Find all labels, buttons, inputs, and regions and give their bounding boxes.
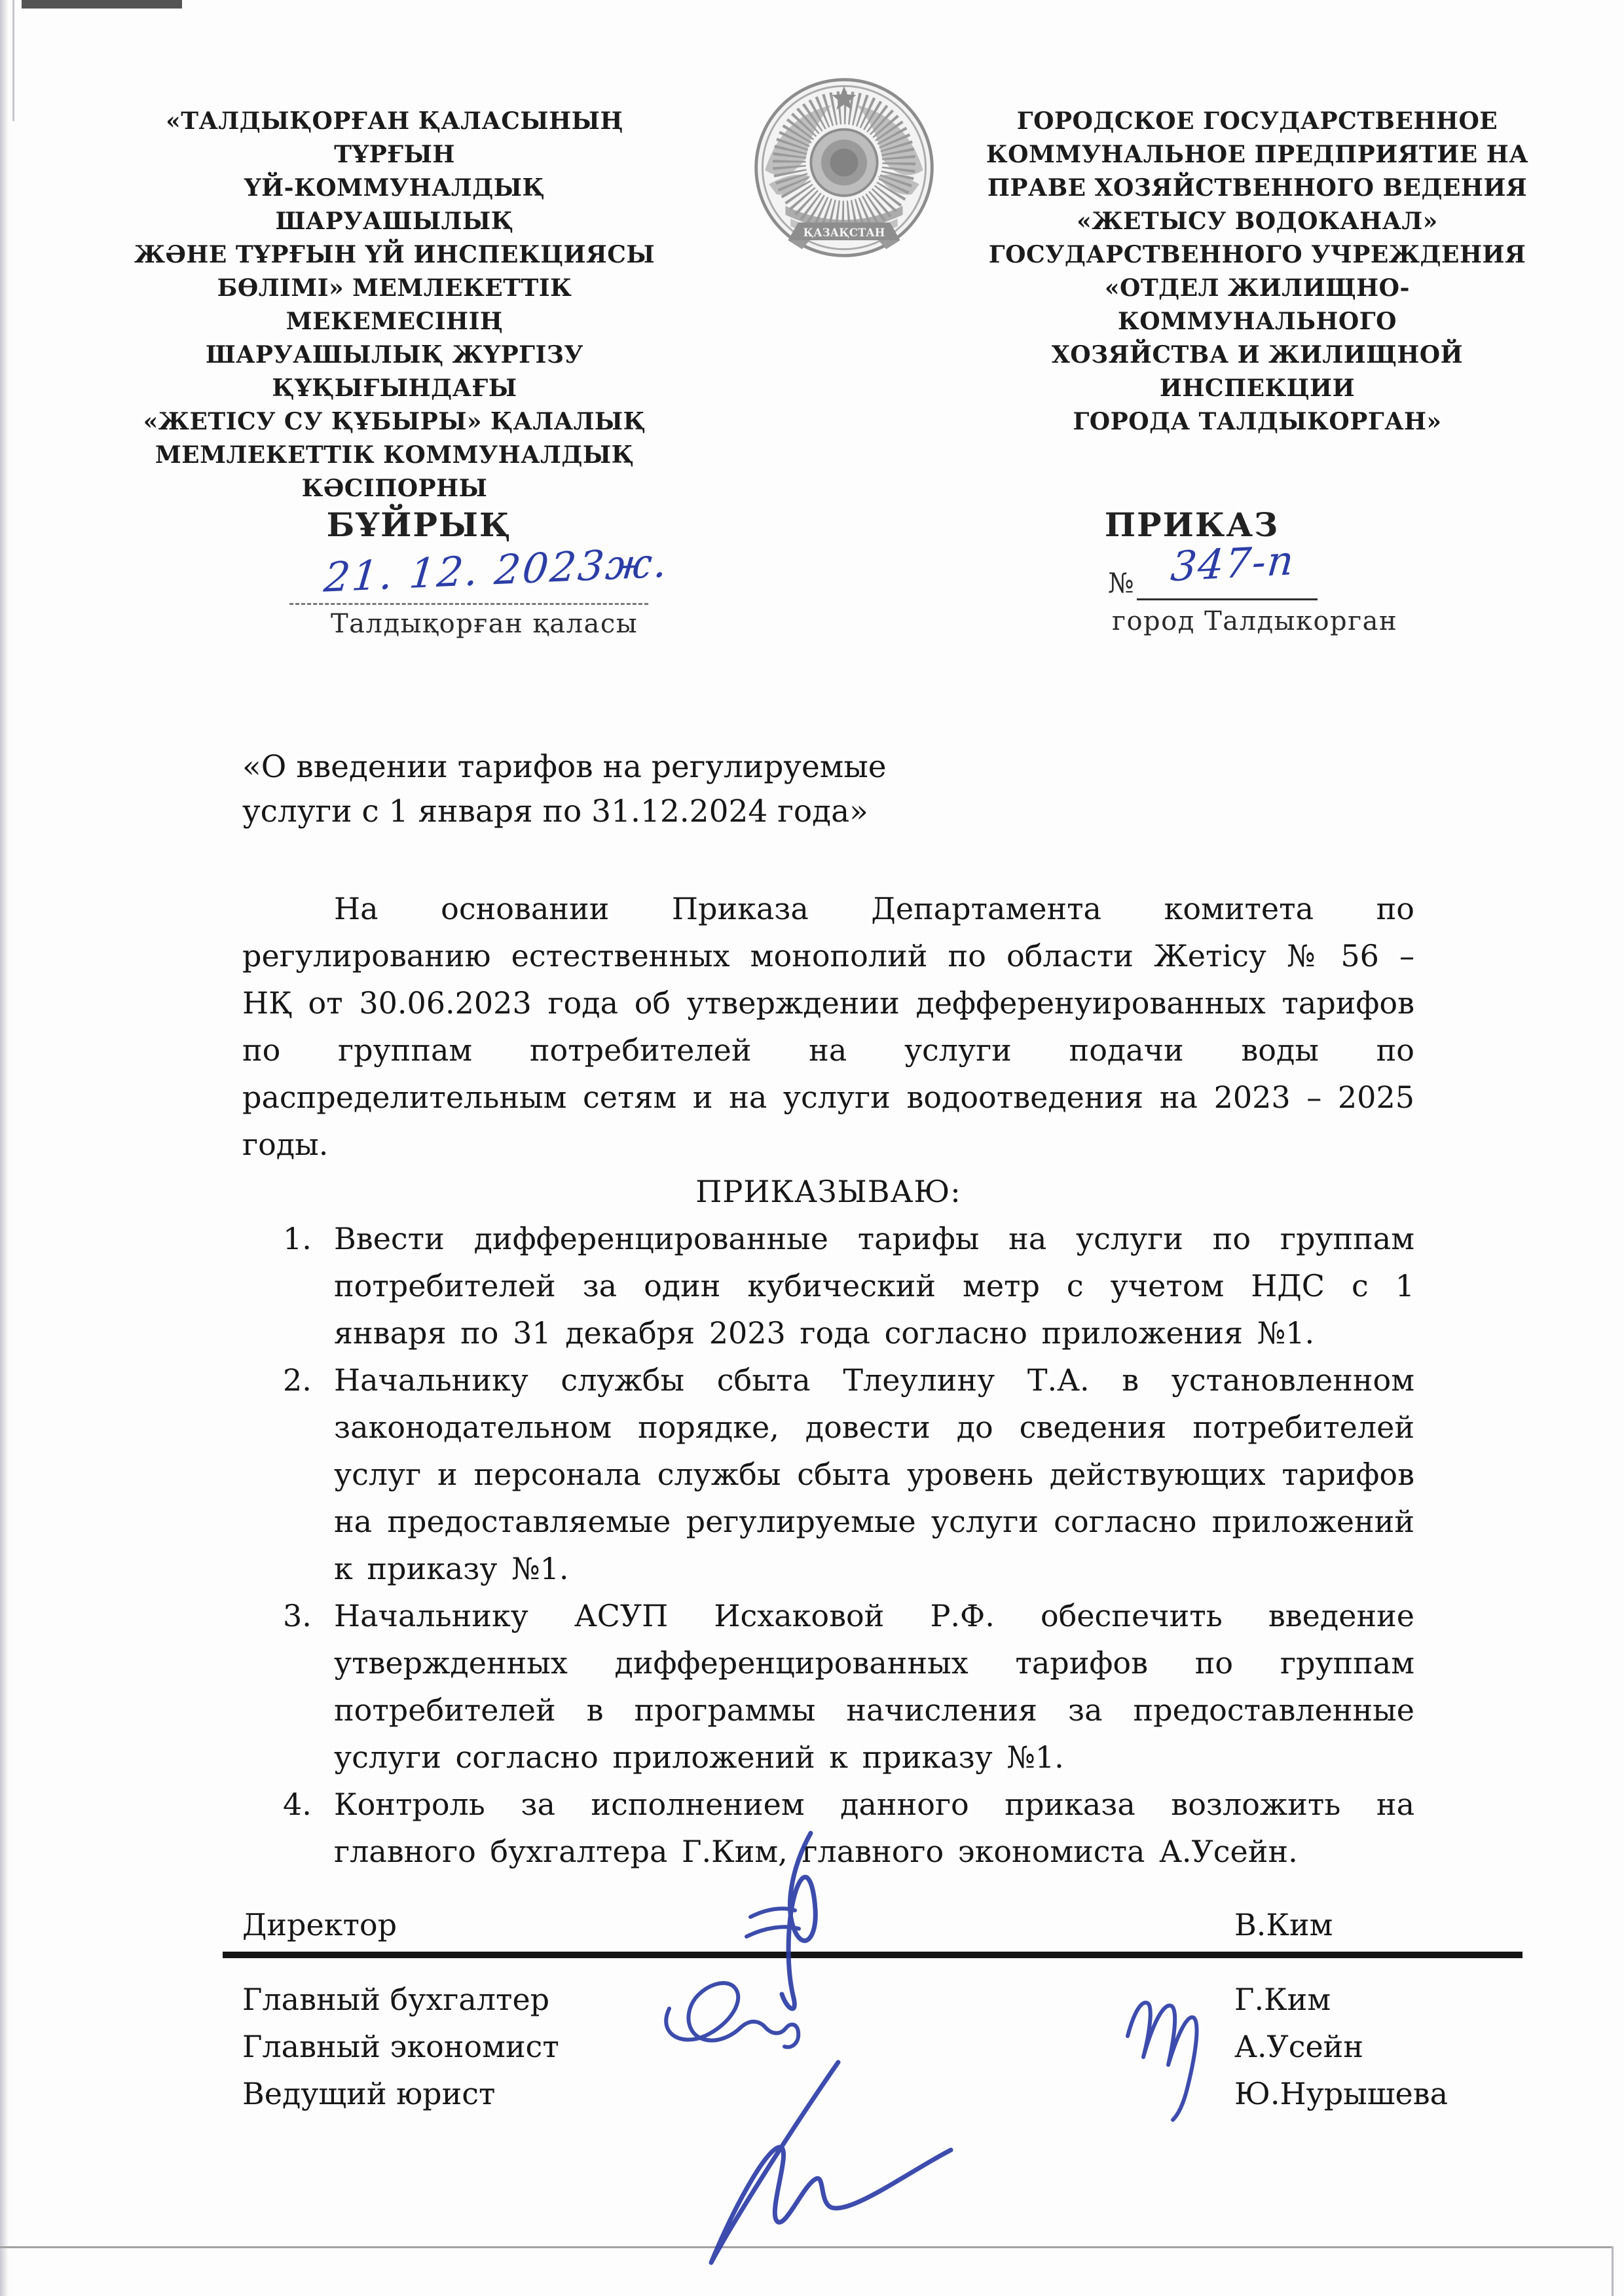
order-item bbox=[242, 1215, 1414, 1357]
order-subject bbox=[242, 745, 1225, 834]
subject-line: «О введении тарифов на регулируемые bbox=[242, 749, 887, 785]
order-items bbox=[242, 1215, 1414, 1875]
subject-line: услуги с 1 января по 31.12.2024 года» bbox=[242, 793, 868, 829]
signature-row bbox=[242, 2076, 1449, 2115]
city-label-russian: город Талдыкорган bbox=[1112, 606, 1398, 636]
signature-name: Ю.Нурышева bbox=[1234, 2076, 1449, 2111]
org-line: ХОЗЯЙСТВА И ЖИЛИЩНОЙ ИНСПЕКЦИИ bbox=[1051, 341, 1464, 402]
signature-name: Г.Ким bbox=[1234, 1982, 1331, 2017]
org-line: «ОТДЕЛ ЖИЛИЩНО-КОММУНАЛЬНОГО bbox=[1105, 274, 1410, 335]
order-word-russian: ПРИКАЗ bbox=[1104, 505, 1280, 544]
scan-edge-shadow bbox=[0, 0, 9, 2296]
org-line: ШАРУАШЫЛЫҚ ЖҮРГІЗУ ҚҰҚЫҒЫНДАҒЫ bbox=[205, 341, 584, 402]
org-line: ГОРОДА ТАЛДЫКОРГАН» bbox=[1073, 408, 1442, 435]
signature-title: Директор bbox=[242, 1907, 397, 1942]
item-text: Начальнику АСУП Исхаковой Р.Ф. обеспечить введение утвержденных дифференцированных тарифов по группам потребителей в программы начисления за предоставленные услуги согласно приложений к приказу №1. bbox=[334, 1598, 1414, 1775]
item-number: 4. bbox=[283, 1787, 312, 1822]
org-line: КӘСІПОРНЫ bbox=[301, 475, 488, 502]
signature-name: А.Усейн bbox=[1234, 2029, 1364, 2064]
date-underline bbox=[289, 603, 648, 605]
emblem-caption: ҚАЗАҚСТАН bbox=[803, 226, 885, 240]
item-number: 1. bbox=[283, 1221, 312, 1256]
org-line: «ТАЛДЫҚОРҒАН ҚАЛАСЫНЫҢ ТҰРҒЫН bbox=[166, 107, 623, 168]
kazakhstan-state-emblem-icon bbox=[748, 73, 940, 264]
signature-title: Ведущий юрист bbox=[242, 2076, 496, 2111]
scan-top-artifact bbox=[22, 0, 182, 9]
handwritten-order-number: 347-п bbox=[1168, 536, 1297, 591]
org-line: «ЖЕТЫСУ ВОДОКАНАЛ» bbox=[1077, 208, 1438, 235]
signature-title: Главный экономист bbox=[242, 2029, 559, 2064]
signature-row bbox=[242, 1982, 1414, 2021]
signature-row bbox=[242, 1907, 1414, 1946]
org-line: ҮЙ-КОММУНАЛДЫҚ ШАРУАШЫЛЫҚ bbox=[244, 174, 545, 235]
org-line: ГОСУДАРСТВЕННОГО УЧРЕЖДЕНИЯ bbox=[988, 241, 1526, 268]
scan-footer-line bbox=[0, 2246, 1613, 2248]
item-text: Начальнику службы сбыта Тлеулину Т.А. в установленном законодательном порядке, довести до сведения потребителей услуг и персонала службы сбыта уровень действующих тарифов на предоставляемые регулируемые услуги согласно приложений к приказу №1. bbox=[334, 1362, 1414, 1586]
item-number: 2. bbox=[283, 1362, 312, 1398]
signature-row bbox=[242, 2029, 1414, 2068]
item-number: 3. bbox=[283, 1598, 312, 1633]
org-line: МЕМЛЕКЕТТІК КОММУНАЛДЫҚ bbox=[155, 441, 635, 469]
scan-footer-corner-line bbox=[1612, 2246, 1614, 2296]
item-text: Ввести дифференцированные тарифы на услуги по группам потребителей за один кубический метр с учетом НДС с 1 января по 31 декабря 2023 года согласно приложения №1. bbox=[334, 1221, 1414, 1351]
order-body bbox=[242, 885, 1414, 1875]
org-line: ПРАВЕ ХОЗЯЙСТВЕННОГО ВЕДЕНИЯ bbox=[987, 174, 1528, 202]
item-text: Контроль за исполнением данного приказа возложить на главного бухгалтера Г.Ким, главного экономиста А.Усейн. bbox=[334, 1787, 1414, 1869]
city-label-kazakh: Талдықорған қаласы bbox=[331, 609, 638, 639]
signature-title: Главный бухгалтер bbox=[242, 1982, 550, 2017]
org-line: ЖӘНЕ ТҰРҒЫН ҮЙ ИНСПЕКЦИЯСЫ bbox=[134, 241, 655, 268]
org-line: ГОРОДСКОЕ ГОСУДАРСТВЕННОЕ bbox=[1016, 107, 1498, 135]
order-word-kazakh: БҰЙРЫҚ bbox=[326, 505, 512, 544]
org-name-kazakh bbox=[121, 105, 668, 505]
handwritten-date: 21. 12. 2023ж. bbox=[322, 538, 671, 602]
order-item bbox=[242, 1357, 1414, 1592]
org-line: БӨЛІМІ» МЕМЛЕКЕТТІК МЕКЕМЕСІНІҢ bbox=[217, 274, 572, 335]
number-sign: № bbox=[1108, 567, 1134, 599]
scan-edge-line bbox=[12, 0, 14, 121]
order-item bbox=[242, 1781, 1414, 1875]
org-line: КОММУНАЛЬНОЕ ПРЕДПРИЯТИЕ НА bbox=[986, 141, 1529, 168]
lead-paragraph: На основании Приказа Департамента комитета по регулированию естественных монополий по области Жетісу № 56 – НҚ от 30.06.2023 года об утверждении дефференуированных тарифов по группам потребителей на услуги подачи воды по распределительным сетям и на услуги водоотведения на 2023 – 2025 годы. bbox=[242, 891, 1414, 1162]
order-item bbox=[242, 1592, 1414, 1781]
order-number-underline bbox=[1137, 598, 1318, 600]
resolve-heading: ПРИКАЗЫВАЮ: bbox=[695, 1174, 961, 1209]
signature-divider-line bbox=[223, 1952, 1522, 1958]
org-line: «ЖЕТІСУ СУ ҚҰБЫРЫ» ҚАЛАЛЫҚ bbox=[143, 408, 646, 435]
org-name-russian bbox=[966, 105, 1549, 439]
signature-name: В.Ким bbox=[1234, 1907, 1333, 1942]
